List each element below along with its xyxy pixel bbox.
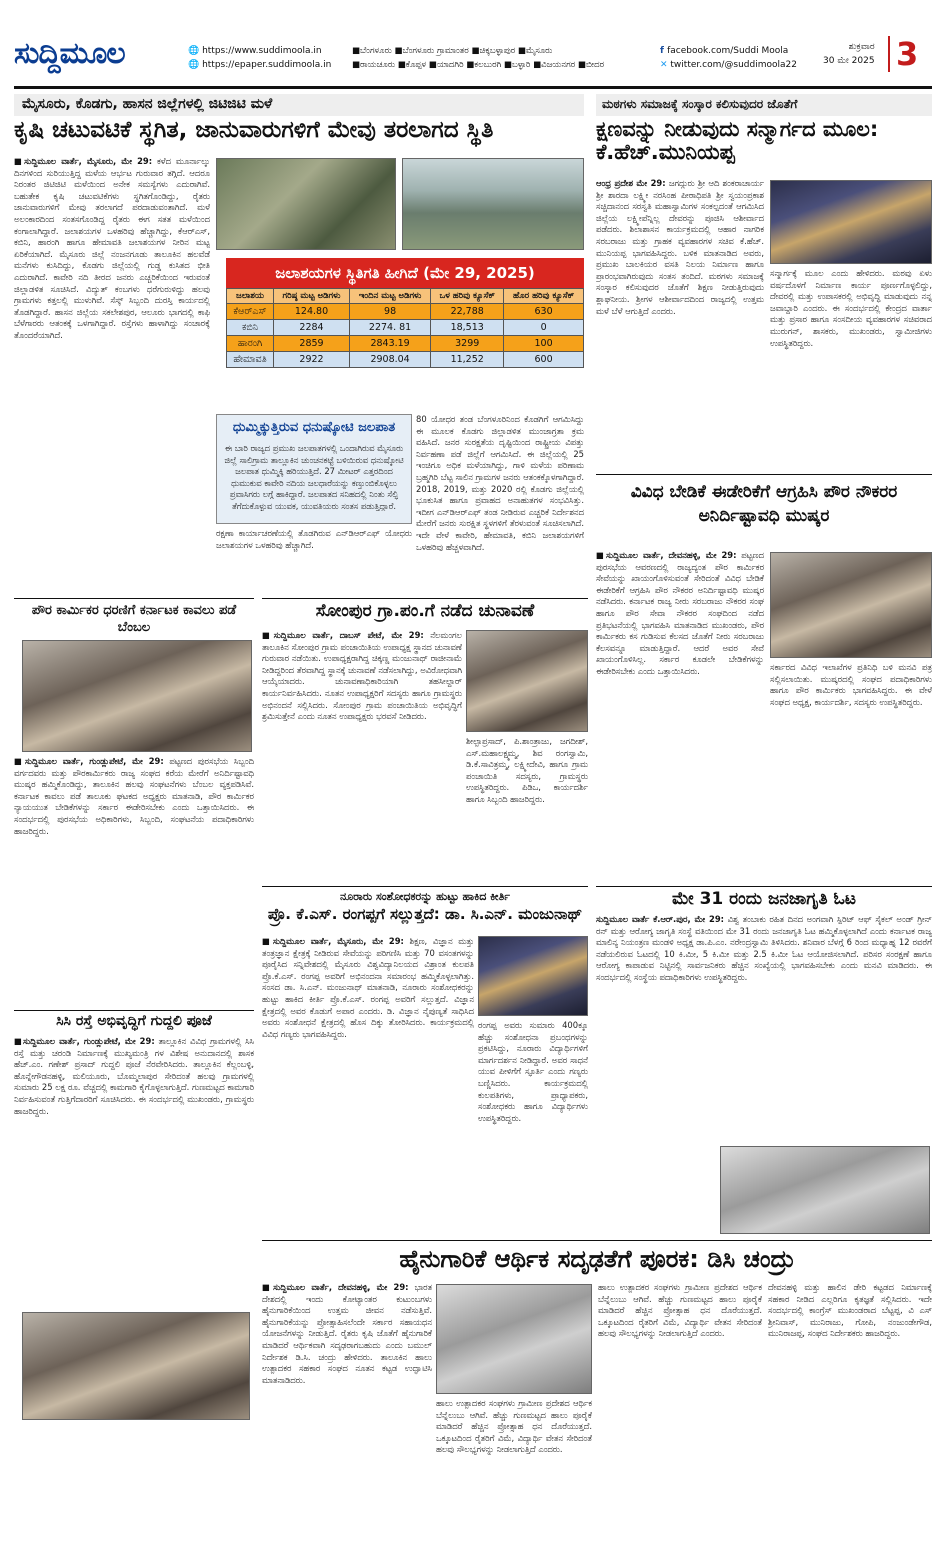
- dairy-headline: ಹೈನುಗಾರಿಕೆ ಆರ್ಥಿಕ ಸದೃಢತೆಗೆ ಪೂರಕ: ಡಿಸಿ ಚಂದ್ರು: [399, 1245, 795, 1273]
- table-cell: 124.80: [274, 304, 350, 320]
- divider: [262, 1240, 932, 1241]
- issue-date-text: 30 ಮೇ 2025: [823, 56, 875, 66]
- globe-icon: 🌐: [188, 60, 203, 70]
- may31-dateline: ಸುದ್ದಿಮೂಲ ವಾರ್ತೆ ಕೆ.ಆರ್.ಪುರ, ಮೇ 29:: [596, 914, 724, 924]
- header-today-level: ಇಂದಿನ ಮಟ್ಟ ಅಡಿಗಳು: [349, 289, 430, 304]
- divider: [14, 1010, 254, 1011]
- table-cell: 2922: [274, 352, 350, 368]
- table-row: [227, 320, 584, 336]
- rain-headline: ಕೃಷಿ ಚಟುವಟಿಕೆ ಸ್ಥಗಿತ, ಜಾನುವಾರುಗಳಿಗೆ ಮೇವು ತರಲಾಗದ ಸ್ಥಿತಿ: [14, 117, 494, 143]
- locations-row-1: ■ಬೆಂಗಳೂರು ■ಬೆಂಗಳೂರು ಗ್ರಾಮಾಂತರ ■ಚಿಕ್ಕಬಳ್ಳಾಪುರ ■ಮೈಸೂರು: [352, 46, 553, 56]
- police-headline: ಪೌರ ಕಾರ್ಮಿಕರ ಧರಣಿಗೆ ಕರ್ನಾಟಕ ಕಾವಲು ಪಡೆ ಬೆಂಬಲ: [31, 603, 237, 635]
- dairy-body-col3: ಹಾಲು ಉತ್ಪಾದಕರ ಸಂಘಗಳು ಗ್ರಾಮೀಣ ಪ್ರದೇಶದ ಆರ್ಥಿಕ ಬೆನ್ನೆಲುಬು ಆಗಿವೆ. ಹೆಚ್ಚು ಗುಣಮಟ್ಟದ ಹಾಲು ಪೂರೈಕೆ ಮಾಡಿದರೆ ಹೆಚ್ಚಿನ ಪ್ರೋತ್ಸಾಹ ಧನ ದೊರೆಯುತ್ತದೆ. ಒಕ್ಕೂಟದಿಂದ ರೈತರಿಗೆ ವಿಮೆ, ವಿದ್ಯಾರ್ಥಿ ವೇತನ ಸೇರಿದಂತೆ ಹಲವು ಸೌಲಭ್ಯಗಳನ್ನು ನೀಡಲಾಗುತ್ತಿದೆ ಎಂದರು.: [598, 1282, 762, 1339]
- dairy-body: [262, 1282, 432, 1518]
- header-outflow: ಹೊರ ಹರಿವು ಕ್ಯೂಸೆಕ್: [504, 289, 584, 304]
- muniyappa-photo: [770, 180, 932, 264]
- election-body: [262, 630, 462, 880]
- police-body-text: ಪಟ್ಟಣದ ಪುರಸಭೆಯ ಸಿಬ್ಬಂದಿ ವರ್ಗದವರು ಮತ್ತು ಪೌರಕಾರ್ಮಿಕರು ರಾಜ್ಯ ಸಂಘದ ಕರೆಯ ಮೇರೆಗೆ ಅನಿರ್ದಿಷ್ಟಾವಧಿ ಮುಷ್ಕರ ಹಮ್ಮಿಕೊಂಡಿದ್ದು, ತಾಲೂಕಿನ ಹಲವು ಸಂಘಟನೆಗಳು ಬೆಂಬಲ ವ್ಯಕ್ತಪಡಿಸಿವೆ. ಕರ್ನಾಟಕ ಕಾವಲು ಪಡೆ ತಾಲೂಕು ಘಟಕದ ಅಧ್ಯಕ್ಷರು ಮಾತನಾಡಿ, ಪೌರ ಕಾರ್ಮಿಕರ ನ್ಯಾಯಯುತ ಬೇಡಿಕೆಗಳನ್ನು ಸರ್ಕಾರ ಈಡೇರಿಸಬೇಕು ಎಂದು ಒತ್ತಾಯಿಸಿದರು. ಈ ಸಂದರ್ಭದಲ್ಲಿ ಪುರಸಭೆಯ ಅಧಿಕಾರಿಗಳು, ಸಿಬ್ಬಂದಿ, ಸಂಘಟನೆಯ ಪದಾಧಿಕಾರಿಗಳು ಹಾಜರಿದ್ದರು.: [14, 756, 254, 836]
- road-dateline: ■ಸುದ್ದಿಮೂಲ ವಾರ್ತೆ, ಗುಂಡ್ಲುಪೇಟೆ, ಮೇ 29:: [14, 1036, 155, 1046]
- rain-dateline: ■ಸುದ್ದಿಮೂಲ ವಾರ್ತೆ, ಮೈಸೂರು, ಮೇ 29:: [14, 156, 153, 166]
- muniyappa-kicker: ಮಠಗಳು ಸಮಾಜಕ್ಕೆ ಸಂಸ್ಕಾರ ಕಲಿಸುವುದರ ಜೊತೆಗೆ: [602, 97, 798, 111]
- table-cell: 2843.19: [349, 336, 430, 352]
- strike-dateline: ■ಸುದ್ದಿಮೂಲ ವಾರ್ತೆ, ದೇವನಹಳ್ಳಿ, ಮೇ 29:: [596, 550, 737, 560]
- facebook-link[interactable]: f facebook.com/Suddi Moola: [660, 46, 789, 56]
- table-cell: 22,788: [431, 304, 504, 320]
- waterfall-photo: [402, 158, 584, 250]
- issue-date: [823, 40, 875, 68]
- table-cell: ಹೇಮಾವತಿ: [227, 352, 274, 368]
- rangappa-headline: ಪ್ರೊ. ಕೆ.ಎಸ್. ರಂಗಪ್ಪಗೆ ಸಲ್ಲುತ್ತದೆ: ಡಾ. ಸಿ.ಎನ್. ಮಂಜುನಾಥ್: [267, 905, 583, 923]
- dairy-body-continued: ಹಾಲು ಉತ್ಪಾದಕರ ಸಂಘಗಳು ಗ್ರಾಮೀಣ ಪ್ರದೇಶದ ಆರ್ಥಿಕ ಬೆನ್ನೆಲುಬು ಆಗಿವೆ. ಹೆಚ್ಚು ಗುಣಮಟ್ಟದ ಹಾಲು ಪೂರೈಕೆ ಮಾಡಿದರೆ ಹೆಚ್ಚಿನ ಪ್ರೋತ್ಸಾಹ ಧನ ದೊರೆಯುತ್ತದೆ. ಒಕ್ಕೂಟದಿಂದ ರೈತರಿಗೆ ವಿಮೆ, ವಿದ್ಯಾರ್ಥಿ ವೇತನ ಸೇರಿದಂತೆ ಹಲವು ಸೌಲಭ್ಯಗಳನ್ನು ನೀಡಲಾಗುತ್ತಿದೆ ಎಂದರು.: [436, 1398, 592, 1455]
- page-number: 3: [888, 36, 918, 72]
- divider: [14, 598, 254, 599]
- rain-body-text: ಕಳೆದ ಮೂರ್ನಾಲ್ಕು ದಿನಗಳಿಂದ ಸುರಿಯುತ್ತಿದ್ದ ಮಳೆಯ ಆರ್ಭಟ ಗುರುವಾರ ತಗ್ಗಿದೆ. ಆದರೂ ನಿರಂತರ ಜಿಟಿಜಿಟಿ ಮಳೆಯಿಂದ ಅನೇಕ ಸಮಸ್ಯೆಗಳು ಎದುರಾಗಿವೆ. ಬಹುತೇಕ ಕೃಷಿ ಚಟುವಟಿಕೆಗಳು ಸ್ಥಗಿತಗೊಂಡಿದ್ದು, ರೈತರು ಜಾನುವಾರುಗಳಿಗೆ ಮೇವು ತರಲಾಗದೆ ಪರದಾಡುವಂತಾಗಿದೆ. ಮಳೆ ಅಲಂಕಾರದಿಂದ ಸಂತಸಗೊಂಡಿದ್ದ ರೈತರು ಈಗ ಸತತ ಮಳೆಯಿಂದ ಕಂಗಾಲಾಗಿದ್ದಾರೆ. ಜಲಾಶಯಗಳ ಒಳಹರಿವು ಹೆಚ್ಚಾಗಿದ್ದು, ಕೆಆರ್‌ಎಸ್, ಕಬಿನಿ, ಹಾರಂಗಿ ಹಾಗೂ ಹೇಮಾವತಿ ಜಲಾಶಯಗಳ ನೀರಿನ ಮಟ್ಟ ಏರಿಕೆಯಾಗಿದೆ. ಮೈಸೂರು ಜಿಲ್ಲೆ ನಂಜನಗೂಡು ತಾಲೂಕಿನ ಹಲವೆಡೆ ಮನೆಗಳು ಕುಸಿದಿದ್ದು, ಕೊಡಗು ಜಿಲ್ಲೆಯಲ್ಲಿ ಗುಡ್ಡ ಕುಸಿತದ ಭೀತಿ ಎದುರಾಗಿದೆ. ಕಾವೇರಿ ನದಿ ತೀರದ ಜನರು ಎಚ್ಚರಿಕೆಯಿಂದ ಇರುವಂತೆ ಜಿಲ್ಲಾಡಳಿತ ಸೂಚಿಸಿದೆ. ವಿದ್ಯುತ್ ಕಂಬಗಳು ಧರೆಗುರುಳಿದ್ದು ಹಲವು ಗ್ರಾಮಗಳು ಕತ್ತಲಲ್ಲಿ ಮುಳುಗಿವೆ. ಸೆಸ್ಕ್ ಸಿಬ್ಬಂದಿ ದುರಸ್ತಿ ಕಾರ್ಯದಲ್ಲಿ ತೊಡಗಿದ್ದಾರೆ. ಹಾಸನ ಜಿಲ್ಲೆಯ ಸಕಲೇಶಪುರ, ಆಲೂರು ಭಾಗದಲ್ಲಿ ಕಾಫಿ ಬೆಳೆಗಾರರು ಆತಂಕಕ್ಕೆ ಒಳಗಾಗಿದ್ದಾರೆ. ರಸ್ತೆಗಳು ಹಾಳಾಗಿದ್ದು ಸಂಚಾರಕ್ಕೆ ತೊಂದರೆಯಾಗಿದೆ.: [14, 156, 210, 340]
- table-cell: 3299: [431, 336, 504, 352]
- muniyappa-body-text: ಜಗದ್ಗುರು ಶ್ರೀ ಆದಿ ಶಂಕರಾಚಾರ್ಯ ಶ್ರೀ ಶಾರದಾ ಲಕ್ಷ್ಮೀ ನರಸಿಂಹ ಪೀಠಾಧಿಪತಿ ಶ್ರೀ ಸ್ವಯಂಪ್ರಕಾಶ ಸಚ್ಚಿದಾನಂದ ಸರಸ್ವತಿ ಮಹಾಸ್ವಾಮಿಗಳ ಸಂಕಲ್ಪದಂತೆ ಆಗಮಿಸಿದ ಜಿಲ್ಲೆಯ ಲಕ್ಷ್ಮೀಪೆನ್ನಿಲ್ಲ ದೇವರನ್ನು ಪೂಜಿಸಿ ಆಶೀರ್ವಾದ ಪಡೆದರು. ಶಿಲಾಶಾಸನ ಕಾರ್ಯಕ್ರಮದಲ್ಲಿ ಆಹಾರ ನಾಗರಿಕ ಸರಬರಾಜು ಮತ್ತು ಗ್ರಾಹಕ ವ್ಯವಹಾರಗಳ ಸಚಿವ ಕೆ.ಹೆಚ್. ಮುನಿಯಪ್ಪ ಭಾಗವಹಿಸಿದ್ದರು. ಬಳಿಕ ಮಾತನಾಡಿದ ಅವರು, ಪ್ರಮುಖ ಬಾಲಕಿಯರ ವಸತಿ ನಿಲಯ ನಿರ್ಮಾಣ ಹಾಗೂ ಪ್ರಾರಂಭವಾಗಿರುವುದು ಸಂತಸ ತಂದಿದೆ. ಮಠಗಳು ಸಮಾಜಕ್ಕೆ ಸಂಸ್ಕಾರ ಕಲಿಸುವುದರ ಜೊತೆಗೆ ಶಿಕ್ಷಣ ನೀಡುತ್ತಿರುವುದು ಶ್ಲಾಘನೀಯ. ಶ್ರೀಗಳ ಆಶೀರ್ವಾದದಿಂದ ರಾಜ್ಯದಲ್ಲಿ ಉತ್ತಮ ಮಳೆ ಬೆಳೆ ಆಗುತ್ತಿದೆ ಎಂದರು.: [596, 178, 764, 316]
- rain-caption: ರಕ್ಷಣಾ ಕಾರ್ಯಾಚರಣೆಯಲ್ಲಿ ತೊಡಗಿರುವ ಎನ್‌ಡಿಆರ್‌ಎಫ್ ಯೋಧರು ಜಲಾಶಯಗಳ ಒಳಹರಿವು ಹೆಚ್ಚಾಗಿದೆ.: [216, 528, 412, 550]
- police-photo: [22, 640, 252, 752]
- muniyappa-dateline: ಆಂಧ್ರ ಪ್ರದೇಶ ಮೇ 29:: [596, 178, 666, 188]
- muniyappa-body: [596, 178, 764, 466]
- header-reservoir: ಜಲಾಶಯ: [227, 289, 274, 304]
- election-photo: [466, 630, 588, 732]
- table-cell: 2284: [274, 320, 350, 336]
- reservoir-table-title: ಜಲಾಶಯಗಳ ಸ್ಥಿತಿಗತಿ ಹೀಗಿದೆ (ಮೇ 29, 2025): [226, 258, 584, 288]
- header-max-level: ಗರಿಷ್ಠ ಮಟ್ಟ ಅಡಿಗಳು: [274, 289, 350, 304]
- election-body-text: ನೆಲಮಂಗಲ ತಾಲೂಕಿನ ಸೋಂಪುರ ಗ್ರಾಮ ಪಂಚಾಯಿತಿಯ ಉಪಾಧ್ಯಕ್ಷ ಸ್ಥಾನದ ಚುನಾವಣೆ ಗುರುವಾರ ನಡೆಯಿತು. ಉಪಾಧ್ಯಕ್ಷರಾಗಿದ್ದ ಚಿಕ್ಕಣ್ಣ ಮಂಜುನಾಥ್ ರಾಜೀನಾಮೆ ನೀಡಿದ್ದರಿಂದ ತೆರವಾಗಿದ್ದ ಸ್ಥಾನಕ್ಕೆ ಚುನಾವಣೆ ನಡೆಸಲಾಗಿದ್ದು, ಅವಿರೋಧವಾಗಿ ಆಯ್ಕೆಯಾದರು. ಚುನಾವಣಾಧಿಕಾರಿಯಾಗಿ ತಹಸೀಲ್ದಾರ್ ಕಾರ್ಯನಿರ್ವಹಿಸಿದರು. ನೂತನ ಉಪಾಧ್ಯಕ್ಷರಿಗೆ ಸದಸ್ಯರು ಹಾಗೂ ಗ್ರಾಮಸ್ಥರು ಅಭಿನಂದನೆ ಸಲ್ಲಿಸಿದರು. ಸೋಂಪುರ ಗ್ರಾಮ ಪಂಚಾಯಿತಿಯ ಅಭಿವೃದ್ಧಿಗೆ ಶ್ರಮಿಸುತ್ತೇನೆ ಎಂದು ನೂತನ ಉಪಾಧ್ಯಕ್ಷರು ಭರವಸೆ ನೀಡಿದರು.: [262, 630, 462, 722]
- epaper-link[interactable]: 🌐 https://epaper.suddimoola.in: [188, 60, 332, 70]
- table-cell: 100: [504, 336, 584, 352]
- waterfall-sidebox: [216, 414, 412, 524]
- waterfall-sidebox-body: ಈ ಬಾರಿ ರಾಜ್ಯದ ಪ್ರಮುಖ ಜಲಪಾತಗಳಲ್ಲಿ ಒಂದಾಗಿರುವ ಮೈಸೂರು ಜಿಲ್ಲೆ ಸಾಲಿಗ್ರಾಮ ತಾಲ್ಲೂಕಿನ ಚುಂಚನಕಟ್ಟೆ ಬಳಿಯಿರುವ ಧನುಷ್ಕೋಟಿ ಜಲಪಾತ ಧುಮ್ಮಿಕ್ಕಿ ಹರಿಯುತ್ತಿದೆ. 27 ಮೀಟರ್ ಎತ್ತರದಿಂದ ಧುಮುಕುವ ಕಾವೇರಿ ನದಿಯ ಜಲಧಾರೆಯನ್ನು ಕಣ್ತುಂಬಿಕೊಳ್ಳಲು ಪ್ರವಾಸಿಗರು ಲಗ್ಗೆ ಹಾಕಿದ್ದಾರೆ. ಜಲಪಾತದ ಸನಿಹದಲ್ಲಿ ನಿಂತು ಸೆಲ್ಫಿ ತೆಗೆದುಕೊಳ್ಳುವ ಯುವಕ, ಯುವತಿಯರು ಸಂತಸ ಪಡುತ್ತಿದ್ದಾರೆ.: [224, 443, 404, 511]
- twitter-link[interactable]: ✕ twitter.com/@suddimoola22: [660, 60, 797, 70]
- rangappa-body: [262, 936, 474, 1236]
- locations-row-2: ■ರಾಯಚೂರು ■ಕೊಪ್ಪಳ ■ಯಾದಗಿರಿ ■ಕಲಬುರಗಿ ■ಬಳ್ಳಾರಿ ■ವಿಜಯನಗರ ■ಬೀದರ: [352, 60, 605, 70]
- reservoir-table-box: [226, 258, 584, 368]
- table-row: [227, 304, 584, 320]
- table-cell: 2274. 81: [349, 320, 430, 336]
- road-body-text: ತಾಲ್ಲೂಕಿನ ವಿವಿಧ ಗ್ರಾಮಗಳಲ್ಲಿ ಸಿಸಿ ರಸ್ತೆ ಮತ್ತು ಚರಂಡಿ ನಿರ್ಮಾಣಕ್ಕೆ ಮುಖ್ಯಮಂತ್ರಿ ಗಳ ವಿಶೇಷ ಅನುದಾನದಲ್ಲಿ ಶಾಸಕ ಹೆಚ್.ಎಂ. ಗಣೇಶ್ ಪ್ರಸಾದ್ ಗುದ್ದಲಿ ಪೂಜೆ ನೆರವೇರಿಸಿದರು. ತಾಲ್ಲೂಕಿನ ಕೆಲ್ಲಂಬಳ್ಳಿ, ಹೊನ್ನೇಗೌಡನಹಳ್ಳಿ, ಮಲಿಯೂರು, ಬೊಮ್ಮಲಾಪುರ ಸೇರಿದಂತೆ ಹಲವು ಗ್ರಾಮಗಳಲ್ಲಿ ಸುಮಾರು 25 ಲಕ್ಷ ರೂ. ವೆಚ್ಚದಲ್ಲಿ ಕಾಮಗಾರಿ ಕೈಗೊಳ್ಳಲಾಗುತ್ತಿದೆ. ಗುಣಮಟ್ಟದ ಕಾಮಗಾರಿ ನಿರ್ವಹಿಸುವಂತೆ ಗುತ್ತಿಗೆದಾರರಿಗೆ ಸೂಚಿಸಿದರು. ಈ ಸಂದರ್ಭದಲ್ಲಿ ಮುಖಂಡರು, ಗ್ರಾಮಸ್ಥರು ಹಾಜರಿದ್ದರು.: [14, 1036, 254, 1116]
- rangappa-photo: [478, 936, 588, 1016]
- rangappa-kicker: ನೂರಾರು ಸಂಶೋಧಕರನ್ನು ಹುಟ್ಟು ಹಾಕಿದ ಕೀರ್ತಿ: [339, 890, 510, 903]
- reservoir-table: [226, 288, 584, 368]
- website-link[interactable]: 🌐 https://www.suddimoola.in: [188, 46, 322, 56]
- table-cell: 2859: [274, 336, 350, 352]
- issue-day: ಶುಕ್ರವಾರ: [848, 42, 875, 52]
- facebook-icon: f: [660, 46, 668, 56]
- table-cell: ಹಾರಂಗಿ: [227, 336, 274, 352]
- may31-headline: ಮೇ 31 ರಂದು ಜನಜಾಗೃತಿ ಓಟ: [671, 889, 857, 909]
- rain-kicker: ಮೈಸೂರು, ಕೊಡಗು, ಹಾಸನ ಜಿಲ್ಲೆಗಳಲ್ಲಿ ಜಿಟಿಜಿಟಿ ಮಳೆ: [22, 96, 273, 112]
- table-cell: 11,252: [431, 352, 504, 368]
- social-links: [660, 44, 797, 72]
- masthead-rule: [14, 86, 932, 89]
- twitter-icon: ✕: [660, 60, 671, 70]
- muniyappa-body-continued: ಸನ್ಮಾರ್ಗಕ್ಕೆ ಮೂಲ ಎಂದು ಹೇಳಿದರು. ಮಠವು ಏಳು ವರ್ಷದೊಳಗೆ ನಿರ್ಮಾಣ ಕಾರ್ಯ ಪೂರ್ಣಗೊಳ್ಳಲಿದ್ದು, ದೇವರಲ್ಲಿ ಮತ್ತು ಉಪಾಸಕರಲ್ಲಿ ಅಭಿವೃದ್ಧಿ ಮಾಡುವುದು ನನ್ನ ಜವಾಬ್ದಾರಿ ಎಂದರು. ಈ ಸಂದರ್ಭದಲ್ಲಿ ಕೇಂದ್ರದ ವಾರ್ತಾ ಮತ್ತು ಪ್ರಸಾರ ಹಾಗೂ ಸಂಸದೀಯ ವ್ಯವಹಾರಗಳ ಸಚಿವರಾದ ಮುರುಗನ್, ಶಾಸಕರು, ಮುಖಂಡರು, ಸ್ವಾಮೀಜಿಗಳು ಉಪಸ್ಥಿತರಿದ್ದರು.: [770, 268, 932, 348]
- globe-icon: 🌐: [188, 46, 203, 56]
- edition-locations: [352, 44, 642, 72]
- road-body: [14, 1036, 254, 1308]
- divider: [596, 474, 932, 475]
- dairy-body-text: ಭಾರತ ದೇಶದಲ್ಲಿ ಇಂದು ಕೋಟ್ಯಾಂತರ ಕುಟುಂಬಗಳು ಹೈನುಗಾರಿಕೆಯಿಂದ ಉತ್ತಮ ಜೀವನ ನಡೆಸುತ್ತಿವೆ. ಹೈನುಗಾರಿಕೆಯನ್ನು ಪ್ರೋತ್ಸಾಹಿಸಲೆಂದೇ ಸರ್ಕಾರ ಸಹಾಯಧನ ಯೋಜನೆಗಳನ್ನು ನೀಡುತ್ತಿದೆ. ರೈತರು ಕೃಷಿ ಜೊತೆಗೆ ಹೈನುಗಾರಿಕೆ ಮಾಡಿದರೆ ಆರ್ಥಿಕವಾಗಿ ಸದೃಢರಾಗಬಹುದು ಎಂದು ಬಮುಲ್ ನಿರ್ದೇಶಕ ಡಿ.ಸಿ. ಚಂದ್ರು ಹೇಳಿದರು. ತಾಲೂಕಿನ ಹಾಲು ಉತ್ಪಾದಕರ ಸಹಕಾರ ಸಂಘದ ನೂತನ ಕಟ್ಟಡ ಉದ್ಘಾಟಿಸಿ ಮಾತನಾಡಿದರು.: [262, 1282, 432, 1385]
- rain-body: [14, 156, 210, 604]
- police-dateline: ■ಸುದ್ದಿಮೂಲ ವಾರ್ತೆ, ಗುಂಡ್ಲುಪೇಟೆ, ಮೇ 29:: [14, 756, 164, 766]
- divider: [262, 886, 588, 887]
- may31-photo: [720, 1146, 930, 1234]
- table-cell: 98: [349, 304, 430, 320]
- muniyappa-kicker-bar: [596, 94, 932, 116]
- table-cell: 18,513: [431, 320, 504, 336]
- election-headline: ಸೋಂಪುರ ಗ್ರಾ.ಪಂ.ಗೆ ನಡೆದ ಚುನಾವಣೆ: [315, 601, 535, 621]
- table-cell: 2908.04: [349, 352, 430, 368]
- election-dateline: ■ಸುದ್ದಿಮೂಲ ವಾರ್ತೆ, ದಾಬಸ್ ಪೇಟೆ, ಮೇ 29:: [262, 630, 424, 640]
- divider: [596, 886, 932, 887]
- election-body-continued: ಶೀಲ್ಪಾಪ್ರಸಾದ್, ಪಿ.ಶಾಂತ್ರಾಜು, ಜಗದೀಶ್, ಎಸ್.ಮಹಾಲಕ್ಷ್ಮಮ್ಮ, ಶಿವ ರಂಗಸ್ವಾಮಿ, ಡಿ.ಕೆ.ಸಾವಿತ್ರಮ್ಮ, ಲಕ್ಷ್ಮೀದೇವಿ, ಹಾಗೂ ಗ್ರಾಮ ಪಂಚಾಯಿತಿ ಸದಸ್ಯರು, ಗ್ರಾಮಸ್ಥರು ಉಪಸ್ಥಿತರಿದ್ದರು. ಪಿಡಿಒ, ಕಾರ್ಯದರ್ಶಿ ಹಾಗೂ ಸಿಬ್ಬಂದಿ ಹಾಜರಿದ್ದರು.: [466, 736, 588, 804]
- waterfall-sidebox-title: ಧುಮ್ಮಿಕ್ಕುತ್ತಿರುವ ಧನುಷ್ಕೋಟಿ ಜಲಪಾತ: [232, 420, 396, 435]
- strike-photo: [770, 552, 932, 658]
- table-cell: 0: [504, 320, 584, 336]
- dairy-body-col4: ದೇವನಹಳ್ಳಿ ಮತ್ತು ಹಾಲಿನ ಡೇರಿ ಕಟ್ಟಡದ ನಿರ್ಮಾಣಕ್ಕೆ ಸಹಕಾರ ನೀಡಿದ ಎಲ್ಲರಿಗೂ ಕೃತಜ್ಞತೆ ಸಲ್ಲಿಸಿದರು. ಇದೇ ಸಂದರ್ಭದಲ್ಲಿ ಕಾಂಗ್ರೆಸ್ ಮುಖಂಡರಾದ ಬೆಟ್ಟಪ್ಪ, ವಿ ಎಸ್ ಶ್ರೀನಿವಾಸ್, ಮುನಿರಾಜು, ಗೋಪಿ, ನಂಜುಂಡೇಗೌಡ, ಮುನಿರಾಜಪ್ಪ, ಸಂಘದ ನಿರ್ದೇಶಕರು ಹಾಜರಿದ್ದರು.: [768, 1282, 932, 1339]
- table-cell: 600: [504, 352, 584, 368]
- police-body: [14, 756, 254, 1006]
- rangappa-body-text: ಶಿಕ್ಷಣ, ವಿಜ್ಞಾನ ಮತ್ತು ತಂತ್ರಜ್ಞಾನ ಕ್ಷೇತ್ರಕ್ಕೆ ನೀಡಿರುವ ಸೇವೆಯನ್ನು ಪರಿಗಣಿಸಿ ಮತ್ತು 70 ವಸಂತಗಳನ್ನು ಪೂರೈಸಿದ ಸನ್ನಿವೇಶದಲ್ಲಿ ಮೈಸೂರು ವಿಶ್ವವಿದ್ಯಾನಿಲಯದ ವಿಶ್ರಾಂತ ಕುಲಪತಿ ಪ್ರೊ.ಕೆ.ಎಸ್. ರಂಗಪ್ಪ ಅವರಿಗೆ ಅಭಿನಂದನಾ ಸಮಾರಂಭ ಹಮ್ಮಿಕೊಳ್ಳಲಾಗಿತ್ತು. ಸಂಸದ ಡಾ. ಸಿ.ಎನ್. ಮಂಜುನಾಥ್ ಮಾತನಾಡಿ, ನೂರಾರು ಸಂಶೋಧಕರನ್ನು ಹುಟ್ಟು ಹಾಕಿದ ಕೀರ್ತಿ ಪ್ರೊ.ಕೆ.ಎಸ್. ರಂಗಪ್ಪ ಅವರಿಗೆ ಸಲ್ಲುತ್ತದೆ. ವಿಜ್ಞಾನ ಕ್ಷೇತ್ರದಲ್ಲಿ ಅವರ ಕೊಡುಗೆ ಅಪಾರ ಎಂದರು. ಡಿ. ವಿಜ್ಞಾನ ನೈಪುಣ್ಯತೆ ಸಾಧಿಸಿದ ಅವರು ಸಂಶೋಧನೆ ಕ್ಷೇತ್ರದಲ್ಲಿ ಹೊಸ ದಿಕ್ಕು ತೋರಿಸಿದರು. ಕಾರ್ಯಕ್ರಮದಲ್ಲಿ ವಿವಿಧ ಗಣ್ಯರು ಭಾಗವಹಿಸಿದ್ದರು.: [262, 936, 474, 1039]
- road-headline: ಸಿಸಿ ರಸ್ತೆ ಅಭಿವೃದ್ಧಿಗೆ ಗುದ್ದಲಿ ಪೂಜೆ: [56, 1013, 212, 1029]
- may31-body-text: ವಿಶ್ವ ತಂಬಾಕು ರಹಿತ ದಿನದ ಅಂಗವಾಗಿ ಸ್ಪಿರಿಟ್ ಆಫ್ ಸೈಕಲ್ ಅಂಡ್ ಗ್ರೀನ್ ರನ್ ಮತ್ತು ಆರೋಗ್ಯ ಜಾಗೃತಿ ಸಂಸ್ಥೆ ವತಿಯಿಂದ ಮೇ 31 ರಂದು ಜನಜಾಗೃತಿ ಓಟ ಹಮ್ಮಿಕೊಳ್ಳಲಾಗಿದೆ ಎಂದು ಕರ್ನಾಟಕ ರಾಜ್ಯ ಮಾಲಿನ್ಯ ನಿಯಂತ್ರಣ ಮಂಡಳಿ ಅಧ್ಯಕ್ಷ ಡಾ.ಪಿ.ಎಂ. ನರೇಂದ್ರಸ್ವಾಮಿ ತಿಳಿಸಿದರು. ಶನಿವಾರ ಬೆಳಗ್ಗೆ 6 ರಿಂದ ಮಧ್ಯಾಹ್ನ 12 ರವರೆಗೆ ನಡೆಯಲಿರುವ ಓಟದಲ್ಲಿ 10 ಕಿ.ಮೀ, 5 ಕಿ.ಮೀ ಮತ್ತು 2.5 ಕಿ.ಮೀ ಓಟ ಆಯೋಜಿಸಲಾಗಿದೆ. ಪರಿಸರ ಸಂರಕ್ಷಣೆ ಹಾಗೂ ಆರೋಗ್ಯ ಕಾಪಾಡುವ ನಿಟ್ಟಿನಲ್ಲಿ ಸಾರ್ವಜನಿಕರು ಹೆಚ್ಚಿನ ಸಂಖ್ಯೆಯಲ್ಲಿ ಭಾಗವಹಿಸಬೇಕು ಎಂದು ಮನವಿ ಮಾಡಿದರು. ಈ ಸಂದರ್ಭದಲ್ಲಿ ಸಂಸ್ಥೆಯ ಪದಾಧಿಕಾರಿಗಳು ಉಪಸ್ಥಿತರಿದ್ದರು.: [596, 914, 932, 982]
- table-row: [227, 336, 584, 352]
- strike-body-continued: ಸರ್ಕಾರದ ವಿವಿಧ ಇಲಾಖೆಗಳ ಪ್ರತಿನಿಧಿ ಬಳಿ ಮನವಿ ಪತ್ರ ಸಲ್ಲಿಸಲಾಯಿತು. ಮುಷ್ಕರದಲ್ಲಿ ಸಂಘದ ಪದಾಧಿಕಾರಿಗಳು ಹಾಗೂ ಪೌರ ಕಾರ್ಮಿಕರು ಭಾಗವಹಿಸಿದ್ದರು. ಈ ವೇಳೆ ಸಂಘದ ಅಧ್ಯಕ್ಷ, ಕಾರ್ಯದರ್ಶಿ, ಸದಸ್ಯರು ಉಪಸ್ಥಿತರಿದ್ದರು.: [770, 662, 932, 707]
- road-photo: [22, 1312, 250, 1420]
- table-cell: ಕಬಿನಿ: [227, 320, 274, 336]
- rangappa-body-continued: ರಂಗಪ್ಪ ಅವರು ಸುಮಾರು 400ಕ್ಕೂ ಹೆಚ್ಚು ಸಂಶೋಧನಾ ಪ್ರಬಂಧಗಳನ್ನು ಪ್ರಕಟಿಸಿದ್ದು, ನೂರಾರು ವಿದ್ಯಾರ್ಥಿಗಳಿಗೆ ಮಾರ್ಗದರ್ಶನ ನೀಡಿದ್ದಾರೆ. ಅವರ ಸಾಧನೆ ಯುವ ಪೀಳಿಗೆಗೆ ಸ್ಫೂರ್ತಿ ಎಂದು ಗಣ್ಯರು ಬಣ್ಣಿಸಿದರು. ಕಾರ್ಯಕ್ರಮದಲ್ಲಿ ಕುಲಪತಿಗಳು, ಪ್ರಾಧ್ಯಾಪಕರು, ಸಂಶೋಧಕರು ಹಾಗೂ ವಿದ್ಯಾರ್ಥಿಗಳು ಉಪಸ್ಥಿತರಿದ್ದರು.: [478, 1020, 588, 1123]
- rescue-photo: [216, 158, 396, 250]
- reservoir-header-row: [227, 289, 584, 304]
- masthead: [0, 0, 945, 86]
- rangappa-dateline: ■ಸುದ್ದಿಮೂಲ ವಾರ್ತೆ, ಮೈಸೂರು, ಮೇ 29:: [262, 936, 404, 946]
- strike-body: [596, 550, 764, 846]
- rain-body-continued: 80 ಯೋಧರ ತಂಡ ಬೆಂಗಳೂರಿನಿಂದ ಕೊಡಗಿಗೆ ಆಗಮಿಸಿದ್ದು ಈ ಮೂಲಕ ಕೊಡಗು ಜಿಲ್ಲಾಡಳಿತ ಮುಂಜಾಗ್ರತಾ ಕ್ರಮ ವಹಿಸಿದೆ. ಜನರ ಸುರಕ್ಷತೆಯ ದೃಷ್ಟಿಯಿಂದ ರಾಷ್ಟ್ರೀಯ ವಿಪತ್ತು ನಿರ್ವಹಣಾ ಪಡೆ ಜಿಲ್ಲೆಗೆ ಆಗಮಿಸಿದೆ. ಈ ಜಿಲ್ಲೆಯಲ್ಲಿ 25 ಇಂಚಿಗೂ ಅಧಿಕ ಮಳೆಯಾಗಿದ್ದು, ಗಾಳಿ ಮಳೆಯ ಪರಿಣಾಮ ಬ್ರಹ್ಮಗಿರಿ ಬೆಟ್ಟ ಸಾಲಿನ ಗ್ರಾಮಗಳ ಜನರು ಆತಂಕಕ್ಕೊಳಗಾಗಿದ್ದಾರೆ. 2018, 2019, ಮತ್ತು 2020 ರಲ್ಲಿ ಕೊಡಗು ಜಿಲ್ಲೆಯಲ್ಲಿ ಭೂಕುಸಿತ ಹಾಗೂ ಪ್ರವಾಹದ ಅನಾಹುತಗಳ ಸಂಭವಿಸಿತ್ತು. ಇದೀಗ ಎನ್‌ಡಿಆರ್‌ಎಫ್ ತಂಡ ನೀಡಿರುವ ಎಚ್ಚರಿಕೆ ನಿರ್ದೇಶನದ ಮೇರೆಗೆ ಜನರು ಸುರಕ್ಷಿತ ಸ್ಥಳಗಳಿಗೆ ತೆರಳುವಂತೆ ಸೂಚಿಸಲಾಗಿದೆ. ಇದೇ ವೇಳೆ ಕಾವೇರಿ, ಹೇಮಾವತಿ, ಕಬಿನಿ ಜಲಾಶಯಗಳಿಗೆ ಒಳಹರಿವು ಹೆಚ್ಚಳವಾಗಿದೆ.: [416, 414, 584, 552]
- dairy-photo: [436, 1284, 592, 1394]
- strike-headline: ವಿವಿಧ ಬೇಡಿಕೆ ಈಡೇರಿಕೆಗೆ ಆಗ್ರಹಿಸಿ ಪೌರ ನೌಕರರ ಅನಿರ್ದಿಷ್ಟಾವಧಿ ಮುಷ್ಕರ: [630, 482, 898, 526]
- may31-body: [596, 914, 932, 1140]
- table-row: [227, 352, 584, 368]
- divider: [262, 598, 588, 599]
- rain-kicker-bar: [14, 94, 584, 116]
- masthead-urls: [188, 44, 331, 72]
- masthead-logo: ಸುದ್ದಿಮೂಲ: [14, 36, 125, 71]
- table-cell: 630: [504, 304, 584, 320]
- muniyappa-headline: ಕ್ಷಣವನ್ನು ನೀಡುವುದು ಸನ್ಮಾರ್ಗದ ಮೂಲ: ಕೆ.ಹೆಚ್.ಮುನಿಯಪ್ಪ: [596, 117, 879, 165]
- header-inflow: ಒಳ ಹರಿವು ಕ್ಯೂಸೆಕ್: [431, 289, 504, 304]
- dairy-dateline: ■ಸುದ್ದಿಮೂಲ ವಾರ್ತೆ, ದೇವನಹಳ್ಳಿ, ಮೇ 29:: [262, 1282, 409, 1292]
- table-cell: ಕೆಆರ್‌ಎಸ್: [227, 304, 274, 320]
- strike-body-text: ಪಟ್ಟಣದ ಪುರಸಭೆಯ ಆವರಣದಲ್ಲಿ ರಾಜ್ಯದ್ಯಂತ ಪೌರ ಕಾರ್ಮಿಕರ ಸೇವೆಯನ್ನು ಖಾಯಂಗೊಳಿಸುವಂತೆ ಸೇರಿದಂತೆ ವಿವಿಧ ಬೇಡಿಕೆ ಈಡೇರಿಕೆಗೆ ಆಗ್ರಹಿಸಿ ಪೌರ ನೌಕರರ ಅನಿರ್ದಿಷ್ಟಾವಧಿ ಮುಷ್ಕರ ನಡೆಸಿದರು. ಕರ್ನಾಟಕ ರಾಜ್ಯ ನೀರು ಸರಬರಾಜು ನೌಕರರ ಸಂಘ ಹಾಗೂ ಪೌರ ಸೇವಾ ನೌಕರರ ಸಂಘದಿಂದ ನಡೆದ ಪ್ರತಿಭಟನೆಯಲ್ಲಿ ಭಾಗವಹಿಸಿ ಮಾತನಾಡಿದ ಮುಖಂಡರು, ಪೌರ ಕಾರ್ಮಿಕರು ಕಸ ಗುಡಿಸುವ ಕೆಲಸದ ಜೊತೆಗೆ ನೀರು ಸರಬರಾಜು ಕೆಲಸವನ್ನೂ ಮಾಡುತ್ತಿದ್ದಾರೆ. ಆದರೆ ಅವರ ಸೇವೆ ಖಾಯಂಗೊಳಿಸಿಲ್ಲ. ಸರ್ಕಾರ ಕೂಡಲೇ ಬೇಡಿಕೆಗಳನ್ನು ಈಡೇರಿಸಬೇಕು ಎಂದು ಒತ್ತಾಯಿಸಿದರು.: [596, 550, 764, 676]
